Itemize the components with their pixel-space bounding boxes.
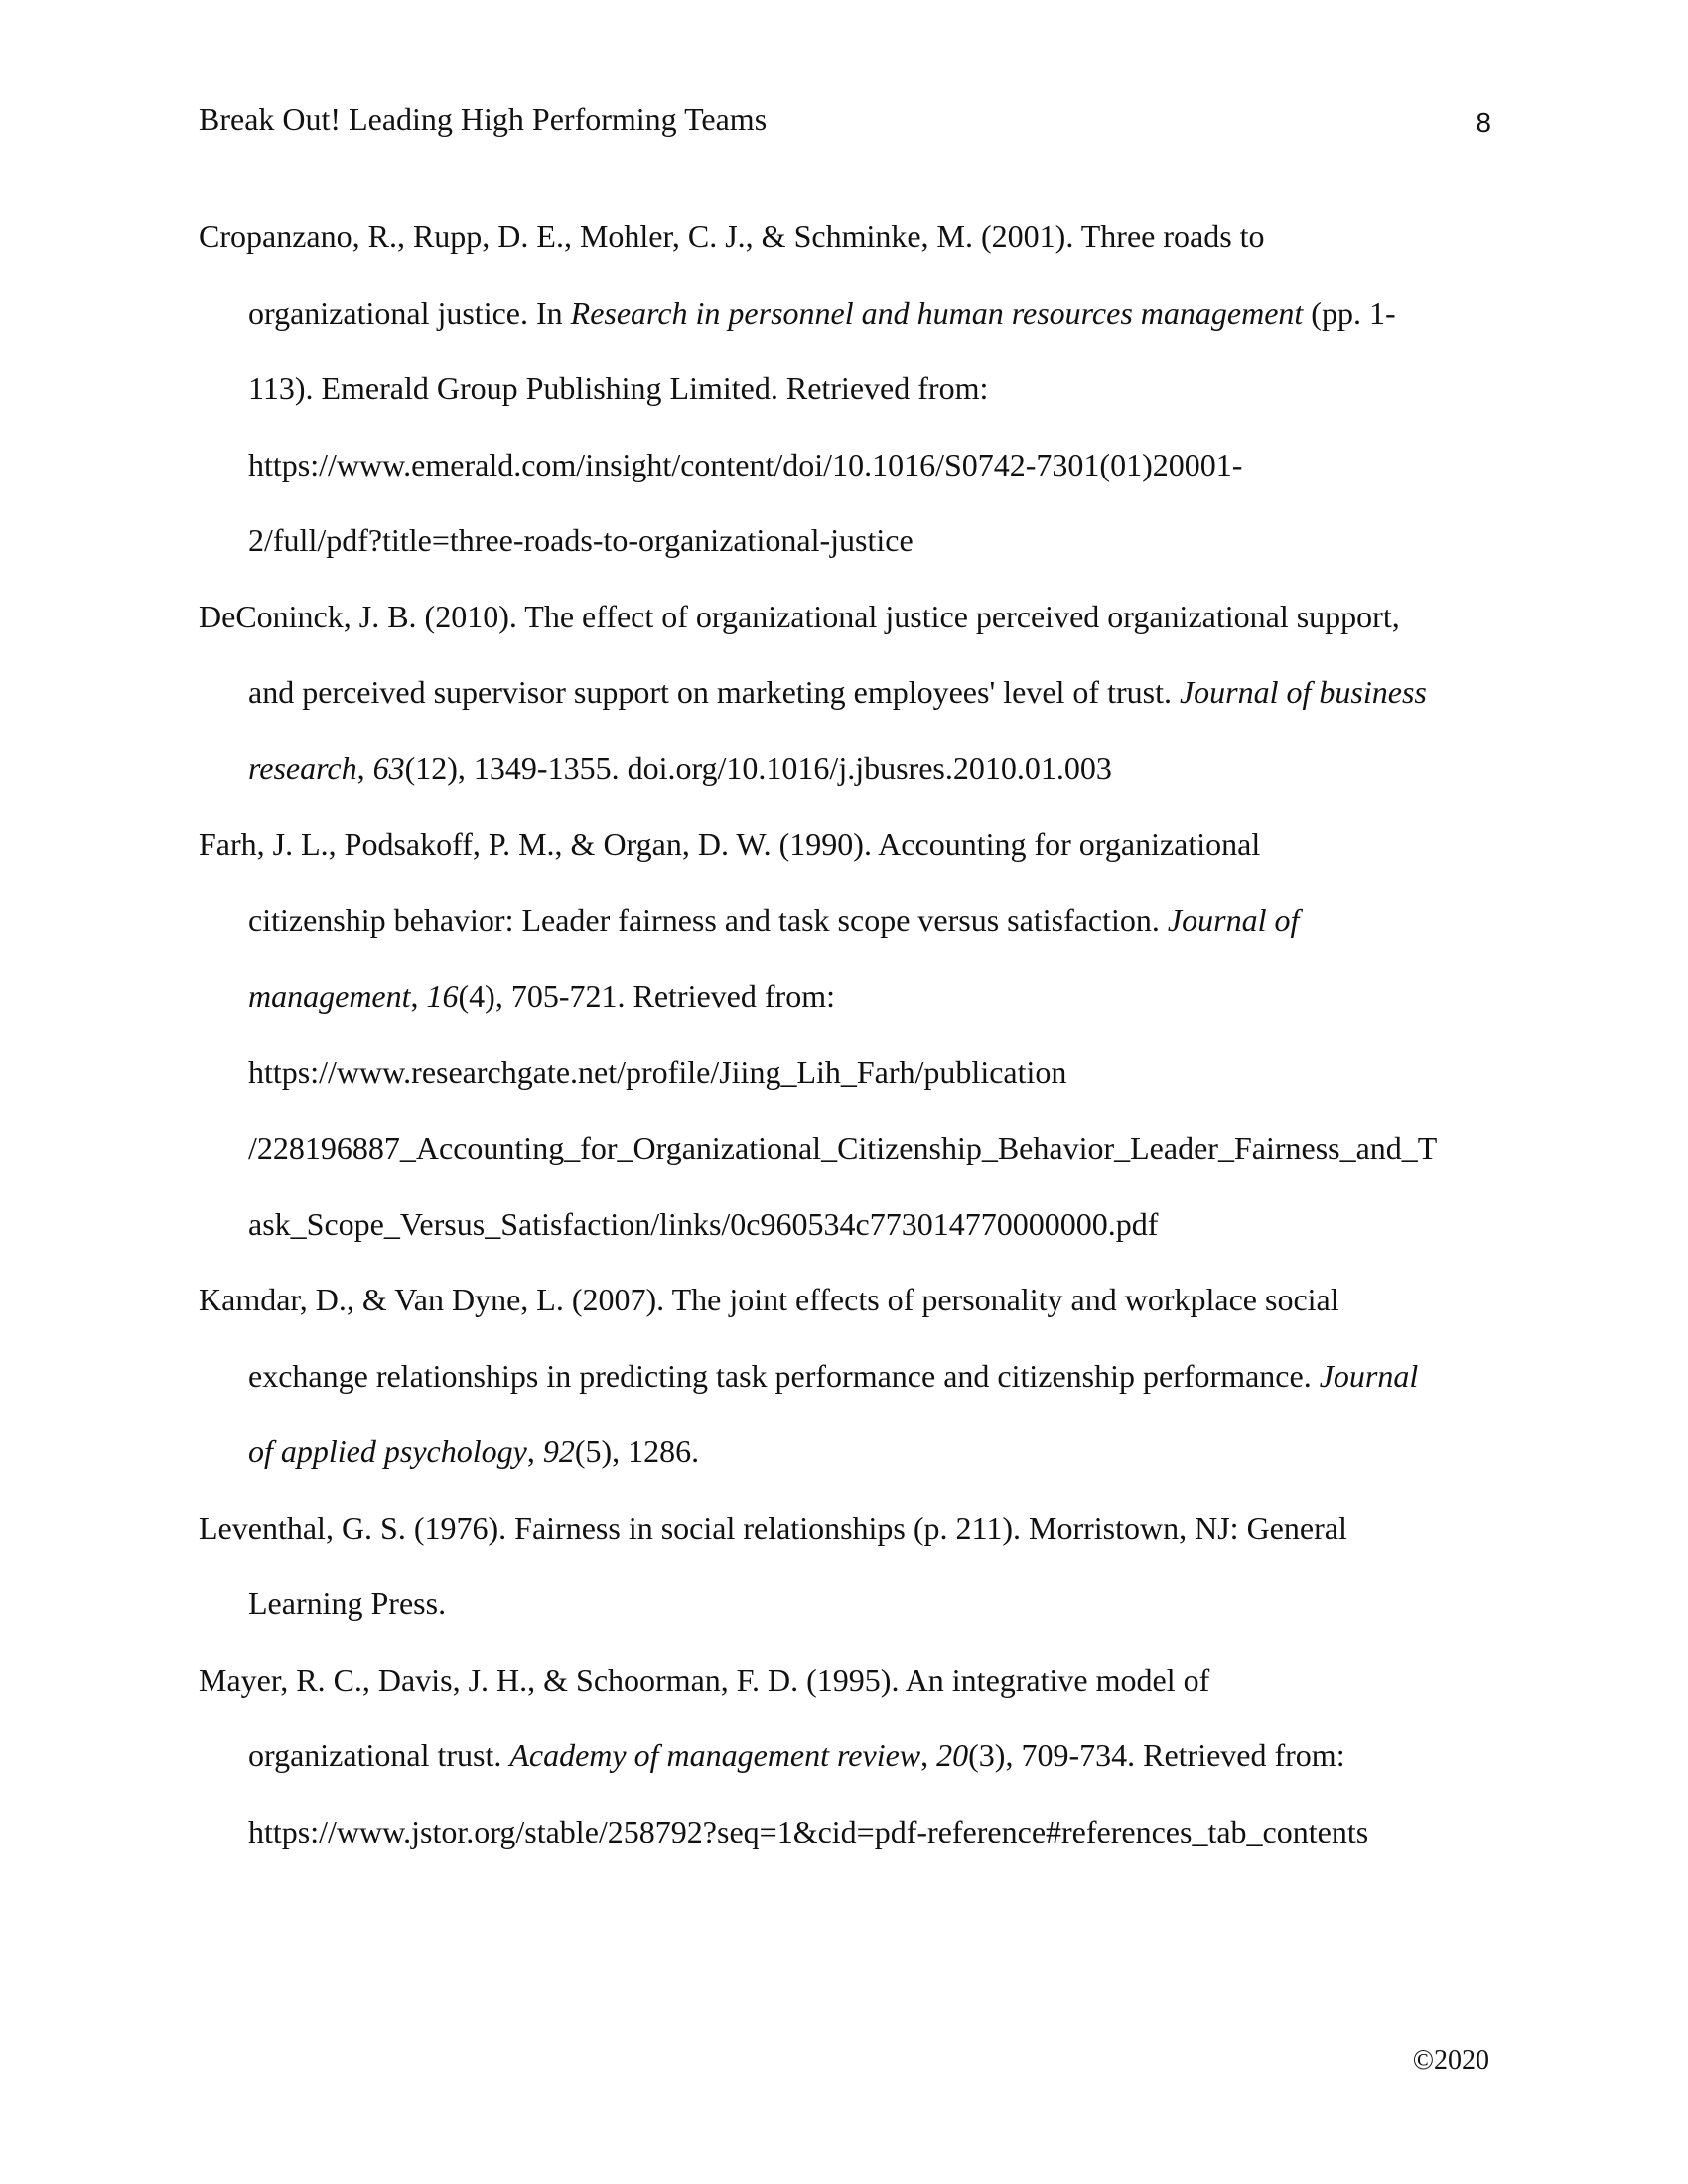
reference-text: , <box>920 1737 937 1773</box>
reference-text: Learning Press. <box>248 1585 447 1621</box>
reference-entry-deconinck <box>199 579 1489 807</box>
reference-italic-text: research <box>248 750 357 786</box>
reference-text: https://www.emerald.com/insight/content/doi/10.1016/S0742-7301(01)20001- <box>248 446 1243 482</box>
reference-line <box>248 958 1489 1034</box>
reference-italic-text: management <box>248 978 411 1014</box>
reference-text: (pp. 1- <box>1303 294 1396 331</box>
reference-text: Leventhal, G. S. (1976). Fairness in social relationships (p. 211). Morristown, NJ: General <box>199 1509 1347 1546</box>
reference-italic-text: Journal of <box>1167 901 1300 938</box>
reference-text: Mayer, R. C., Davis, J. H., & Schoorman, F. D. (1995). An integrative model of <box>199 1661 1210 1698</box>
reference-text: and perceived supervisor support on marketing employees' level of trust. <box>248 674 1180 710</box>
reference-line <box>248 1414 1489 1490</box>
reference-line <box>199 579 1489 655</box>
reference-line <box>248 1110 1489 1186</box>
reference-text: , <box>526 1433 543 1469</box>
reference-text: 113). Emerald Group Publishing Limited. Retrieved from: <box>248 370 989 406</box>
reference-text: ask_Scope_Versus_Satisfaction/links/0c960534c773014770000000.pdf <box>248 1205 1159 1242</box>
reference-entry-mayer <box>199 1642 1489 1870</box>
reference-text: https://www.jstor.org/stable/258792?seq=1&cid=pdf-reference#references_tab_contents <box>248 1813 1369 1849</box>
reference-italic-text: 63 <box>372 750 405 786</box>
reference-text: organizational trust. <box>248 1737 510 1773</box>
reference-line <box>248 1717 1489 1794</box>
reference-text: (3), 709-734. Retrieved from: <box>968 1737 1345 1773</box>
reference-text: organizational justice. In <box>248 294 571 331</box>
reference-text: Cropanzano, R., Rupp, D. E., Mohler, C. J., & Schminke, M. (2001). Three roads to <box>199 218 1265 254</box>
reference-text: , <box>410 978 427 1014</box>
reference-line <box>199 1490 1489 1567</box>
reference-line <box>199 1642 1489 1718</box>
reference-line <box>248 1186 1489 1263</box>
reference-italic-text: of applied psychology <box>248 1433 527 1469</box>
reference-entry-farh <box>199 806 1489 1262</box>
reference-text: 2/full/pdf?title=three-roads-to-organizational-justice <box>248 522 914 558</box>
reference-text: /228196887_Accounting_for_Organizational_Citizenship_Behavior_Leader_Fairness_and_T <box>248 1130 1438 1165</box>
reference-line <box>248 654 1489 731</box>
reference-text: (12), 1349-1355. doi.org/10.1016/j.jbusres.2010.01.003 <box>404 750 1112 786</box>
reference-line <box>248 731 1489 807</box>
reference-line <box>248 1794 1489 1870</box>
reference-line <box>248 427 1489 503</box>
reference-line <box>248 502 1489 579</box>
reference-line <box>199 806 1489 883</box>
reference-italic-text: Research in personnel and human resources management <box>570 294 1304 331</box>
reference-text: DeConinck, J. B. (2010). The effect of organizational justice perceived organizational support, <box>199 598 1400 634</box>
reference-italic-text: 20 <box>936 1737 969 1773</box>
reference-text: Kamdar, D., & Van Dyne, L. (2007). The joint effects of personality and workplace social <box>199 1282 1339 1317</box>
reference-text: (4), 705-721. Retrieved from: <box>458 978 835 1014</box>
reference-text: https://www.researchgate.net/profile/Jiing_Lih_Farh/publication <box>248 1053 1067 1090</box>
reference-line <box>199 1262 1489 1338</box>
page-number: 8 <box>1476 107 1491 138</box>
reference-text: (5), 1286. <box>574 1433 700 1469</box>
reference-italic-text: 92 <box>542 1433 575 1469</box>
reference-text: citizenship behavior: Leader fairness and task scope versus satisfaction. <box>248 901 1168 938</box>
reference-text: , <box>356 750 373 786</box>
reference-entry-cropanzano <box>199 199 1489 579</box>
reference-italic-text: Academy of management review <box>509 1737 921 1773</box>
reference-text: Farh, J. L., Podsakoff, P. M., & Organ, D. W. (1990). Accounting for organizational <box>199 826 1261 862</box>
reference-line <box>248 883 1489 959</box>
reference-line <box>199 199 1489 275</box>
reference-text: exchange relationships in predicting task performance and citizenship performance. <box>248 1357 1320 1394</box>
reference-italic-text: Journal <box>1319 1357 1419 1394</box>
reference-line <box>248 275 1489 351</box>
reference-entry-kamdar <box>199 1262 1489 1490</box>
reference-line <box>248 1566 1489 1642</box>
reference-line <box>248 1338 1489 1415</box>
reference-list <box>199 199 1489 1869</box>
reference-entry-leventhal <box>199 1490 1489 1642</box>
reference-italic-text: 16 <box>426 978 459 1014</box>
reference-italic-text: Journal of business <box>1179 674 1427 710</box>
reference-line <box>248 1034 1489 1111</box>
reference-line <box>248 350 1489 427</box>
copyright-footer: ©2020 <box>1412 2045 1489 2076</box>
running-head: Break Out! Leading High Performing Teams <box>199 101 768 137</box>
